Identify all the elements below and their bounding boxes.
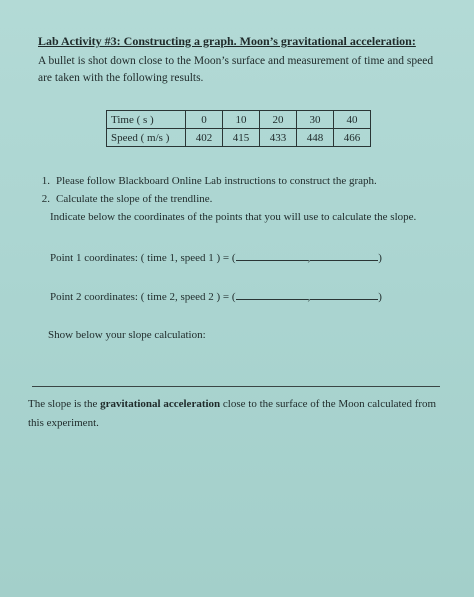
instructions-list (30, 172, 450, 226)
step-number: 2. (41, 193, 50, 205)
table-row-time (107, 111, 371, 129)
table-cell: 466 (334, 129, 371, 147)
intro-paragraph: A bullet is shot down close to the Moon’s surface and measurement of time and speed are taken with the following results. (38, 55, 434, 84)
point2-label: Point 2 coordinates: ( time 2, speed 2 ) = ( (50, 291, 236, 303)
conclusion-bold: gravitational acceleration (100, 398, 221, 410)
point1-label: Point 1 coordinates: ( time 1, speed 1 ) = ( (50, 252, 236, 264)
point1-speed-blank[interactable] (310, 251, 378, 261)
point2-line (50, 290, 382, 303)
table-cell: 415 (223, 129, 260, 147)
time-header: Time ( s ) (107, 111, 186, 129)
point1-time-blank[interactable] (236, 251, 308, 261)
point1-line (50, 251, 382, 264)
table-cell: 10 (223, 111, 260, 129)
table-cell: 433 (260, 129, 297, 147)
list-item (30, 172, 450, 190)
point1-comma: , (307, 252, 311, 264)
step-note: Indicate below the coordinates of the points that you will use to calculate the slope. (50, 211, 417, 223)
list-item (30, 190, 450, 208)
conclusion-after: close to the surface of the Moon calculated from this experiment. (28, 398, 437, 429)
table-cell: 402 (186, 129, 223, 147)
table-cell: 448 (297, 129, 334, 147)
table-cell: 40 (334, 111, 371, 129)
step-text: Please follow Blackboard Online Lab instructions to construct the graph. (56, 175, 377, 187)
step-number: 1. (41, 175, 50, 187)
conclusion-before: The slope is the (28, 398, 101, 410)
page-title: Lab Activity #3: Constructing a graph. Moon’s gravitational acceleration: (38, 34, 416, 48)
speed-header: Speed ( m/s ) (107, 129, 186, 147)
point2-comma: , (307, 291, 311, 303)
table-cell: 20 (260, 111, 297, 129)
point2-close: ) (378, 291, 382, 303)
divider-line (32, 386, 440, 387)
table-cell: 0 (186, 111, 223, 129)
table-cell: 30 (297, 111, 334, 129)
slope-calculation-label: Show below your slope calculation: (48, 329, 206, 341)
point2-time-blank[interactable] (236, 290, 308, 300)
step-text: Calculate the slope of the trendline. (56, 193, 213, 205)
data-table (106, 110, 371, 147)
point2-speed-blank[interactable] (310, 290, 378, 300)
table-row-speed (107, 129, 371, 147)
conclusion-paragraph (28, 395, 448, 433)
point1-close: ) (378, 252, 382, 264)
